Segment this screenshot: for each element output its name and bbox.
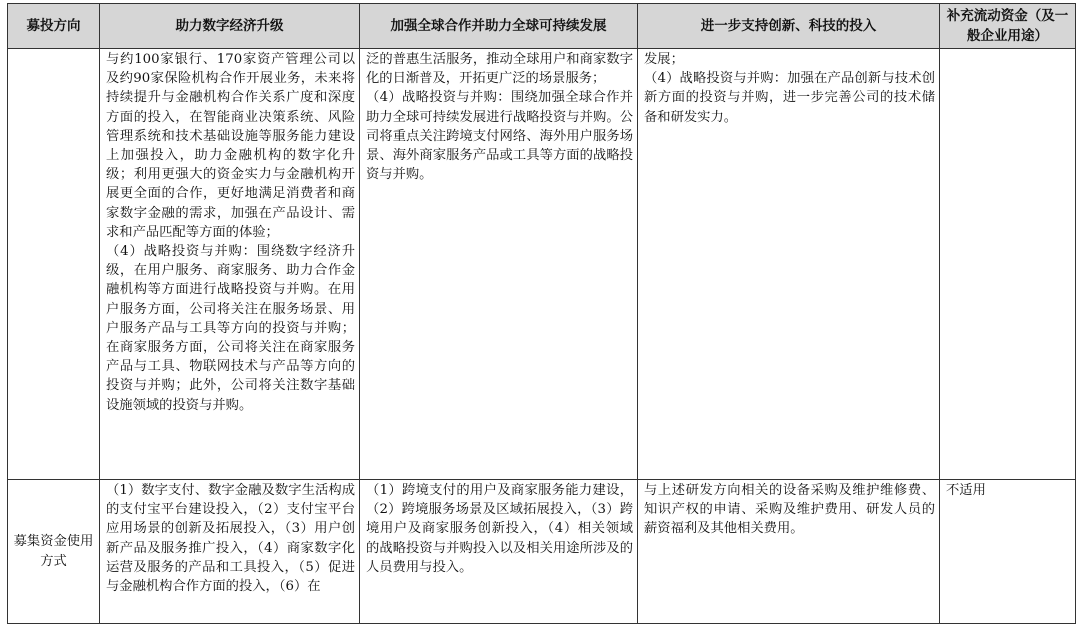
table-header-row — [8, 4, 1076, 49]
row-label: 募集资金使用方式 — [8, 480, 100, 624]
header-digital-economy: 助力数字经济升级 — [100, 4, 360, 49]
cell-working-capital — [940, 480, 1076, 624]
cell-digital-economy — [100, 480, 360, 624]
cell-text: 发展； （4）战略投资与并购：加强在产品创新与技术创新方面的投资与并购，进一步完善公司的技术储备和研发实力。 — [644, 52, 935, 125]
cell-digital-economy — [100, 49, 360, 480]
header-innovation-tech: 进一步支持创新、科技的投入 — [638, 4, 940, 49]
cell-working-capital — [940, 49, 1076, 480]
cell-text: 泛的普惠生活服务，推动全球用户和商家数字化的日渐普及，开拓更广泛的场景服务； （4）战略投资与并购：围绕加强全球合作并助力全球可持续发展进行战略投资与并购。公司将重点关注跨境支付网络、海外用户服务场景、海外商家服务产品或工具等方面的战略投资与并购。 — [366, 52, 633, 183]
table-row — [8, 49, 1076, 480]
cell-text: 与约100家银行、170家资产管理公司以及约90家保险机构合作开展业务，未来将持续提升与金融机构合作关系广度和深度方面的投入，在智能商业决策系统、风险管理系统和技术基础设施等服务能力建设上加强投入，助力金融机构的数字化升级；利用更强大的资金实力与金融机构开展更全面的合作，更好地满足消费者和商家数字金融的需求，加强在产品设计、需求和产品匹配等方面的体验； （4）战略投资与并购：围绕数字经济升级，在用户服务、商家服务、助力合作金融机构等方面进行战略投资与并购。在用户服务方面，公司将关注在服务场景、用户服务产品与工具等方向的投资与并购；在商家服务方面，公司将关注在商家服务产品与工具、物联网技术与产品等方向的投资与并购；此外，公司将关注数字基础设施领域的投资与并购。 — [106, 52, 355, 413]
header-working-capital: 补充流动资金（及一般企业用途） — [940, 4, 1076, 49]
cell-text: （1）跨境支付的用户及商家服务能力建设，（2）跨境服务场景及区域拓展投入，（3）跨境用户及商家服务创新投入，（4）相关领域的战略投资与并购投入以及相关用途所涉及的人员费用与投入。 — [366, 483, 633, 575]
cell-text: 不适用 — [946, 483, 986, 498]
cell-innovation-tech — [638, 480, 940, 624]
cell-global-cooperation — [360, 49, 638, 480]
cell-text: 与上述研发方向相关的设备采购及维护维修费、知识产权的申请、采购及维护费用、研发人员的薪资福利及其他相关费用。 — [644, 483, 935, 537]
table-row — [8, 480, 1076, 624]
cell-innovation-tech — [638, 49, 940, 480]
row-label — [8, 49, 100, 480]
header-direction: 募投方向 — [8, 4, 100, 49]
cell-text: （1）数字支付、数字金融及数字生活构成的支付宝平台建设投入，（2）支付宝平台应用场景的创新及拓展投入，（3）用户创新产品及服务推广投入，（4）商家数字化运营及服务的产品和工具投入，（5）促进与金融机构合作方面的投入，（6）在 — [106, 483, 355, 595]
fund-use-table — [7, 3, 1076, 624]
cell-global-cooperation — [360, 480, 638, 624]
header-global-cooperation: 加强全球合作并助力全球可持续发展 — [360, 4, 638, 49]
